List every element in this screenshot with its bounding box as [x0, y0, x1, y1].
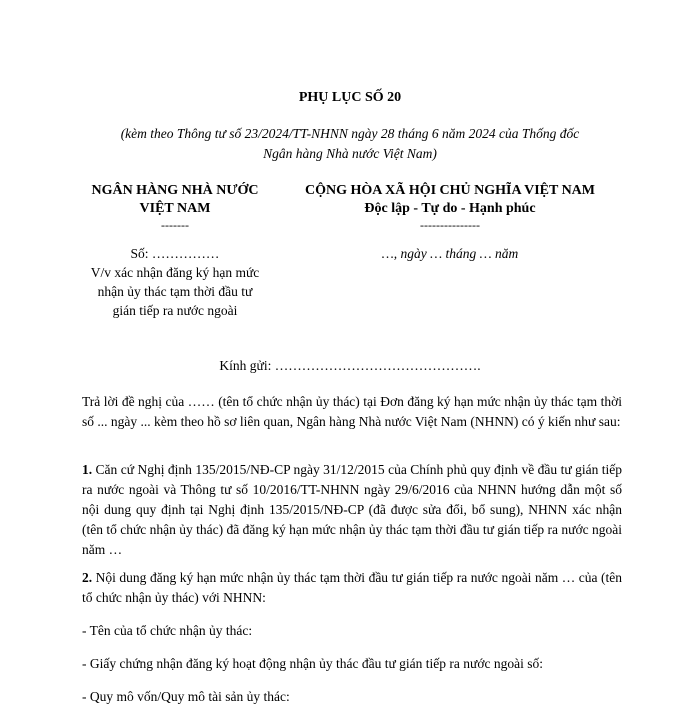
- subtitle-line: Ngân hàng Nhà nước Việt Nam): [263, 146, 437, 161]
- item-2-text: Nội dung đăng ký hạn mức nhận ủy thác tạm thời đầu tư gián tiếp ra nước ngoài năm … của (tên tổ chức nhận ủy thác) với NHNN:: [82, 570, 622, 605]
- nation-name: CỘNG HÒA XÃ HỘI CHỦ NGHĨA VIỆT NAM: [304, 183, 595, 198]
- agency-separator: -------: [161, 218, 189, 232]
- bullet-license: - Giấy chứng nhận đăng ký hoạt động nhận ủy thác đầu tư gián tiếp ra nước ngoài số:: [82, 656, 543, 671]
- motto-separator: ---------------: [420, 218, 480, 232]
- subject-line: V/v xác nhận đăng ký hạn mức: [90, 265, 260, 280]
- item-1-text: Căn cứ Nghị định 135/2015/NĐ-CP ngày 31/12/2015 của Chính phủ quy định về đầu tư gián tiếp ra nước ngoài và Thông tư số 10/2016/TT-NHNN ngày 29/6/2016 của NHNN hướng dẫn một số nội dung quy định tại Nghị định 135/2015/NĐ-CP (đã được sửa đổi, bổ sung), NHNN xác nhận (tên tổ chức nhận ủy thác) đã đăng ký hạn mức nhận ủy thác tạm thời đầu tư gián tiếp ra nước ngoài năm …: [82, 462, 622, 557]
- appendix-subtitle: [80, 124, 620, 164]
- appendix-title: PHỤ LỤC SỐ 20: [298, 90, 402, 105]
- agency-name-line: NGÂN HÀNG NHÀ NƯỚC: [91, 183, 259, 198]
- item-1-number: 1.: [82, 462, 93, 477]
- subtitle-line: (kèm theo Thông tư số 23/2024/TT-NHNN ngày 28 tháng 6 năm 2024 của Thống đốc: [120, 126, 580, 141]
- document-reference: [60, 244, 290, 320]
- document-number: Số: ……………: [130, 246, 220, 261]
- bullet-org-name: - Tên của tổ chức nhận ủy thác:: [82, 623, 253, 638]
- item-1-paragraph: [82, 460, 622, 560]
- item-2-paragraph: [82, 568, 622, 608]
- national-header: [280, 182, 620, 232]
- place-date: …, ngày … tháng … năm: [381, 246, 519, 261]
- issuing-agency: [70, 182, 280, 232]
- subject-line: nhận ủy thác tạm thời đầu tư: [97, 284, 253, 299]
- recipient-line: Kính gửi: ……………………………………….: [219, 358, 481, 373]
- bullet-capital: - Quy mô vốn/Quy mô tài sản ủy thác:: [82, 689, 290, 704]
- intro-paragraph: Trả lời đề nghị của …… (tên tổ chức nhận ủy thác) tại Đơn đăng ký hạn mức nhận ủy thác tạm thời số ... ngày ... kèm theo hồ sơ liên quan, Ngân hàng Nhà nước Việt Nam (NHNN) có ý kiến như sau:: [82, 394, 622, 429]
- item-2-number: 2.: [82, 570, 93, 585]
- agency-name-line: VIỆT NAM: [139, 201, 211, 216]
- national-motto: Độc lập - Tự do - Hạnh phúc: [364, 201, 536, 216]
- subject-line: gián tiếp ra nước ngoài: [112, 303, 238, 318]
